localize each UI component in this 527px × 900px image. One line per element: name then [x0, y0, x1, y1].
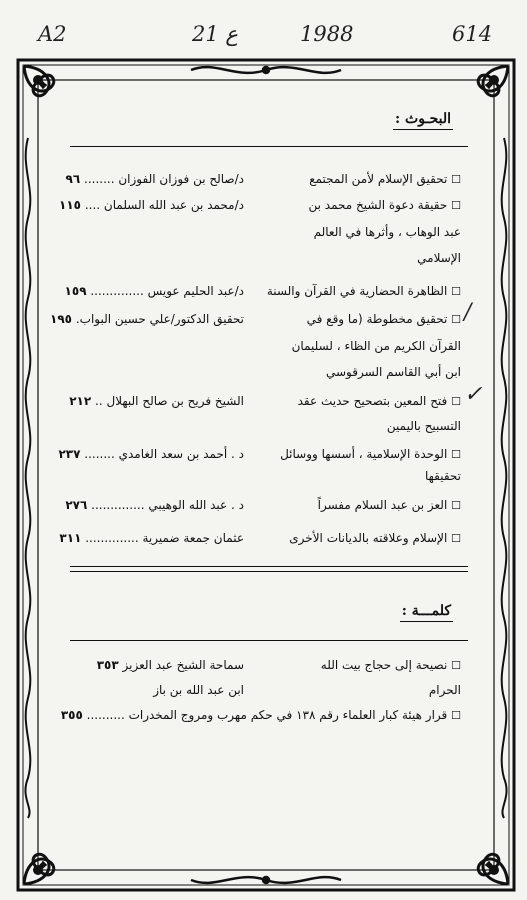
toc-entry-author: تحقيق الدكتور/علي حسين البواب. ١٩٥	[50, 312, 244, 326]
toc-entry-author: سماحة الشيخ عبد العزيز ٣٥٣	[96, 658, 244, 672]
handwritten-ref: A2	[38, 22, 67, 46]
toc-entry-title: ☐ تحقيق الإسلام لأمن المجتمع	[309, 172, 461, 186]
bottom-center-ornament	[191, 877, 341, 883]
toc-entry-continuation: الإسلامي	[417, 251, 461, 265]
toc-entry-author-continuation: ابن عبد الله بن باز	[153, 683, 244, 697]
top-center-ornament	[191, 67, 341, 73]
toc-entry-author: د/عبد الحليم عويس .............. ١٥٩	[64, 284, 244, 298]
section-divider	[70, 146, 468, 147]
corner-ornament-top-right	[478, 66, 508, 96]
section-divider	[70, 566, 468, 567]
section-divider	[70, 640, 468, 641]
toc-entry-title: ☐ تحقيق مخطوطة (ما وقع في	[306, 312, 461, 326]
toc-entry-continuation: القرآن الكريم من الظاء ، لسليمان	[291, 339, 461, 353]
toc-entry-author: د/محمد بن عبد الله السلمان .... ١١٥	[59, 198, 244, 212]
handwritten-tick-mark: /	[464, 300, 472, 325]
toc-entry-title: ☐ العز بن عبد السلام مفسراً	[317, 498, 461, 512]
handwritten-year: 1988	[300, 22, 354, 46]
right-side-ornament	[502, 138, 507, 818]
corner-ornament-top-left	[24, 66, 54, 96]
handwritten-page-number: 614	[452, 22, 493, 46]
toc-entry-continuation: تحقيقها	[424, 469, 461, 483]
toc-entry-author: الشيخ فريح بن صالح البهلال .. ٢١٢	[69, 394, 244, 408]
handwritten-volume: 21 ع	[192, 22, 238, 46]
research-section-heading: البحـوث :	[395, 111, 451, 127]
handwritten-tick-mark: ✓	[464, 382, 483, 407]
toc-entry-title: ☐ حقيقة دعوة الشيخ محمد بن	[308, 198, 461, 212]
toc-entry-author: د . عبد الله الوهيبي .............. ٢٧٦	[65, 498, 244, 512]
corner-ornament-bottom-right	[478, 854, 508, 884]
toc-entry-title: ☐ فتح المعين بتصحيح حديث عقد	[297, 394, 461, 408]
toc-entry-title: ☐ الظاهرة الحضارية في القرآن والسنة	[266, 284, 461, 298]
toc-entry-continuation: ابن أبي القاسم السرقوسي	[326, 365, 461, 379]
toc-entry-title: ☐ نصيحة إلى حجاج بيت الله	[320, 658, 461, 672]
toc-entry-title: ☐ قرار هيئة كبار العلماء رقم ١٣٨ في حكم مهرب ومروج المخدرات .......... ٣٥٥	[60, 708, 461, 722]
corner-ornament-bottom-left	[24, 854, 54, 884]
left-side-ornament	[25, 138, 30, 818]
toc-entry-author: د . أحمد بن سعد الغامدي ........ ٢٣٧	[58, 447, 244, 461]
section-divider	[70, 571, 468, 572]
toc-entry-continuation: التسبيح باليمين	[386, 419, 461, 433]
word-section-heading: كلمـــة :	[402, 603, 451, 619]
toc-entry-title: ☐ الوحدة الإسلامية ، أسسها ووسائل	[280, 447, 461, 461]
toc-entry-author: د/صالح بن فوزان الفوزان ........ ٩٦	[65, 172, 244, 186]
toc-entry-continuation: عبد الوهاب ، وأثرها في العالم	[313, 225, 461, 239]
toc-entry-title: ☐ الإسلام وعلاقته بالديانات الأخرى	[289, 531, 461, 545]
toc-entry-author: عثمان جمعة ضميرية .............. ٣١١	[59, 531, 244, 545]
toc-entry-continuation: الحرام	[428, 683, 461, 697]
